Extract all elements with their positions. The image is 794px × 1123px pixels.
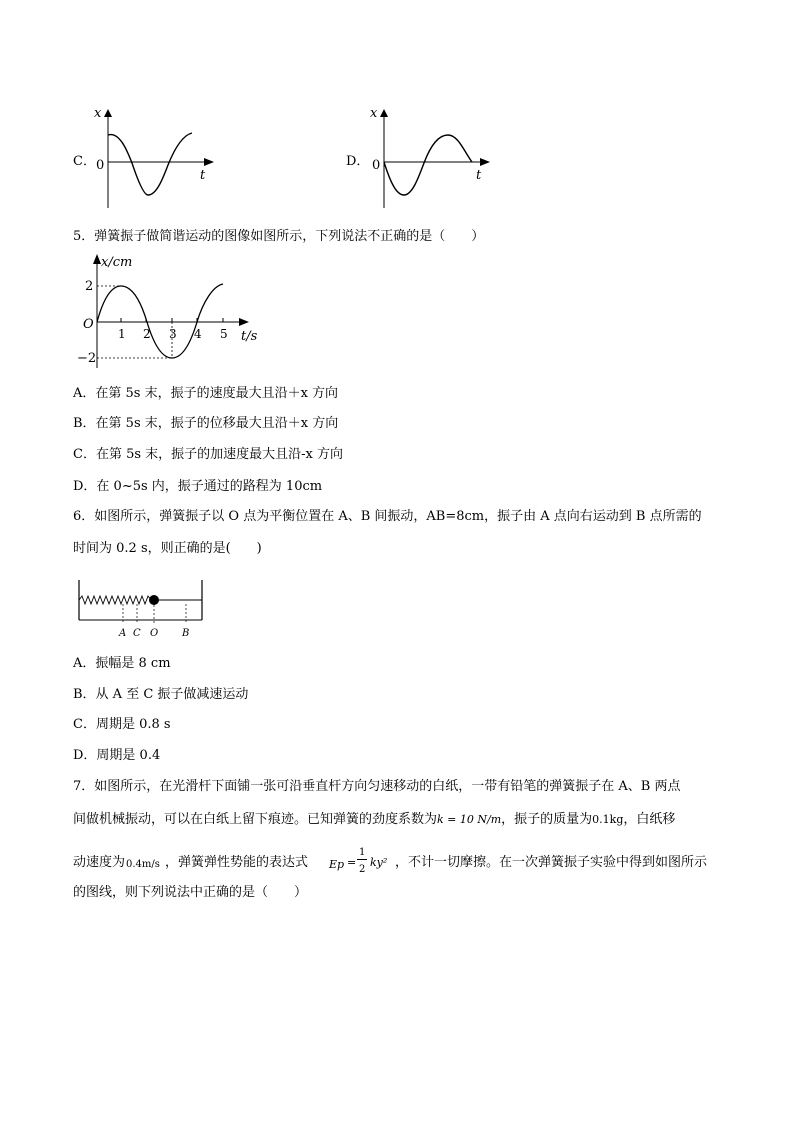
q7-line1: 7．如图所示，在光滑杆下面铺一张可沿垂直杆方向匀速移动的白纸，一带有铅笔的弹簧振子在 A、B 两点 — [73, 779, 681, 794]
q5-ytick-bottom: −2 — [77, 351, 97, 366]
arrow-up-d — [380, 109, 388, 117]
q5-curve — [97, 284, 223, 358]
q5-graph — [73, 252, 273, 374]
q6-option-a: A．振幅是 8 cm — [73, 656, 171, 671]
arrow-up-c — [104, 109, 112, 117]
q5-option-d: D．在 0~5s 内，振子通过的路程为 10cm — [73, 479, 323, 494]
label-b: B — [182, 628, 190, 639]
spring — [79, 596, 151, 604]
oscillator-ball — [149, 595, 159, 605]
graph-c-origin: 0 — [96, 158, 105, 173]
q5-stem: 5．弹簧振子做简谐运动的图像如图所示，下列说法不正确的是（ ） — [73, 229, 485, 244]
q6-option-b: B．从 A 至 C 振子做减速运动 — [73, 687, 249, 702]
option-d-label: D． — [346, 154, 370, 169]
q5-xlabel: t/s — [241, 329, 258, 344]
label-c: C — [133, 628, 141, 639]
q5-ytick-top: 2 — [85, 279, 94, 294]
q5-option-b: B．在第 5s 末，振子的位移最大且沿＋x 方向 — [73, 416, 339, 431]
graph-d-tlabel: t — [476, 168, 482, 183]
arrow-right-d — [480, 158, 490, 166]
curve-d — [384, 135, 472, 195]
q6-stem-line2: 时间为 0.2 s，则正确的是( ) — [73, 541, 262, 556]
q5-origin: O — [83, 317, 94, 332]
q5-xtick-5: 5 — [220, 327, 228, 341]
graph-c — [90, 103, 220, 213]
graph-c-xlabel: x — [94, 106, 102, 121]
q6-spring-figure — [73, 576, 213, 640]
graph-d — [366, 103, 496, 213]
q5-xtick-3: 3 — [169, 327, 177, 341]
q7-line2: 间做机械振动，可以在白纸上留下痕迹。已知弹簧的劲度系数为k = 10 N/m，振子的质量为0.1kg，白纸移 — [73, 812, 676, 827]
q5-arrow-right — [239, 318, 249, 326]
graph-d-xlabel: x — [370, 106, 378, 121]
label-a: A — [119, 628, 127, 639]
q7-line4: 的图线，则下列说法中正确的是（ ） — [73, 885, 308, 900]
curve-c — [108, 133, 192, 195]
q5-option-a: A．在第 5s 末，振子的速度最大且沿＋x 方向 — [73, 386, 339, 401]
arrow-right-c — [204, 158, 214, 166]
q6-option-d: D．周期是 0.4 — [73, 748, 161, 763]
q5-ylabel: x/cm — [101, 255, 133, 270]
q5-xtick-1: 1 — [118, 327, 126, 341]
q5-option-c: C．在第 5s 末，振子的加速度最大且沿-x 方向 — [73, 447, 344, 462]
q5-arrow-up — [93, 254, 101, 264]
graph-d-origin: 0 — [372, 158, 381, 173]
label-o: O — [150, 628, 159, 639]
q5-xtick-2: 2 — [143, 327, 151, 341]
graph-c-tlabel: t — [200, 168, 206, 183]
q6-stem-line1: 6．如图所示，弹簧振子以 O 点为平衡位置在 A、B 间振动，AB=8cm，振子由 A 点向右运动到 B 点所需的 — [73, 509, 702, 524]
q5-xtick-4: 4 — [194, 327, 202, 341]
option-c-label: C． — [73, 154, 96, 169]
q6-option-c: C．周期是 0.8 s — [73, 717, 171, 732]
